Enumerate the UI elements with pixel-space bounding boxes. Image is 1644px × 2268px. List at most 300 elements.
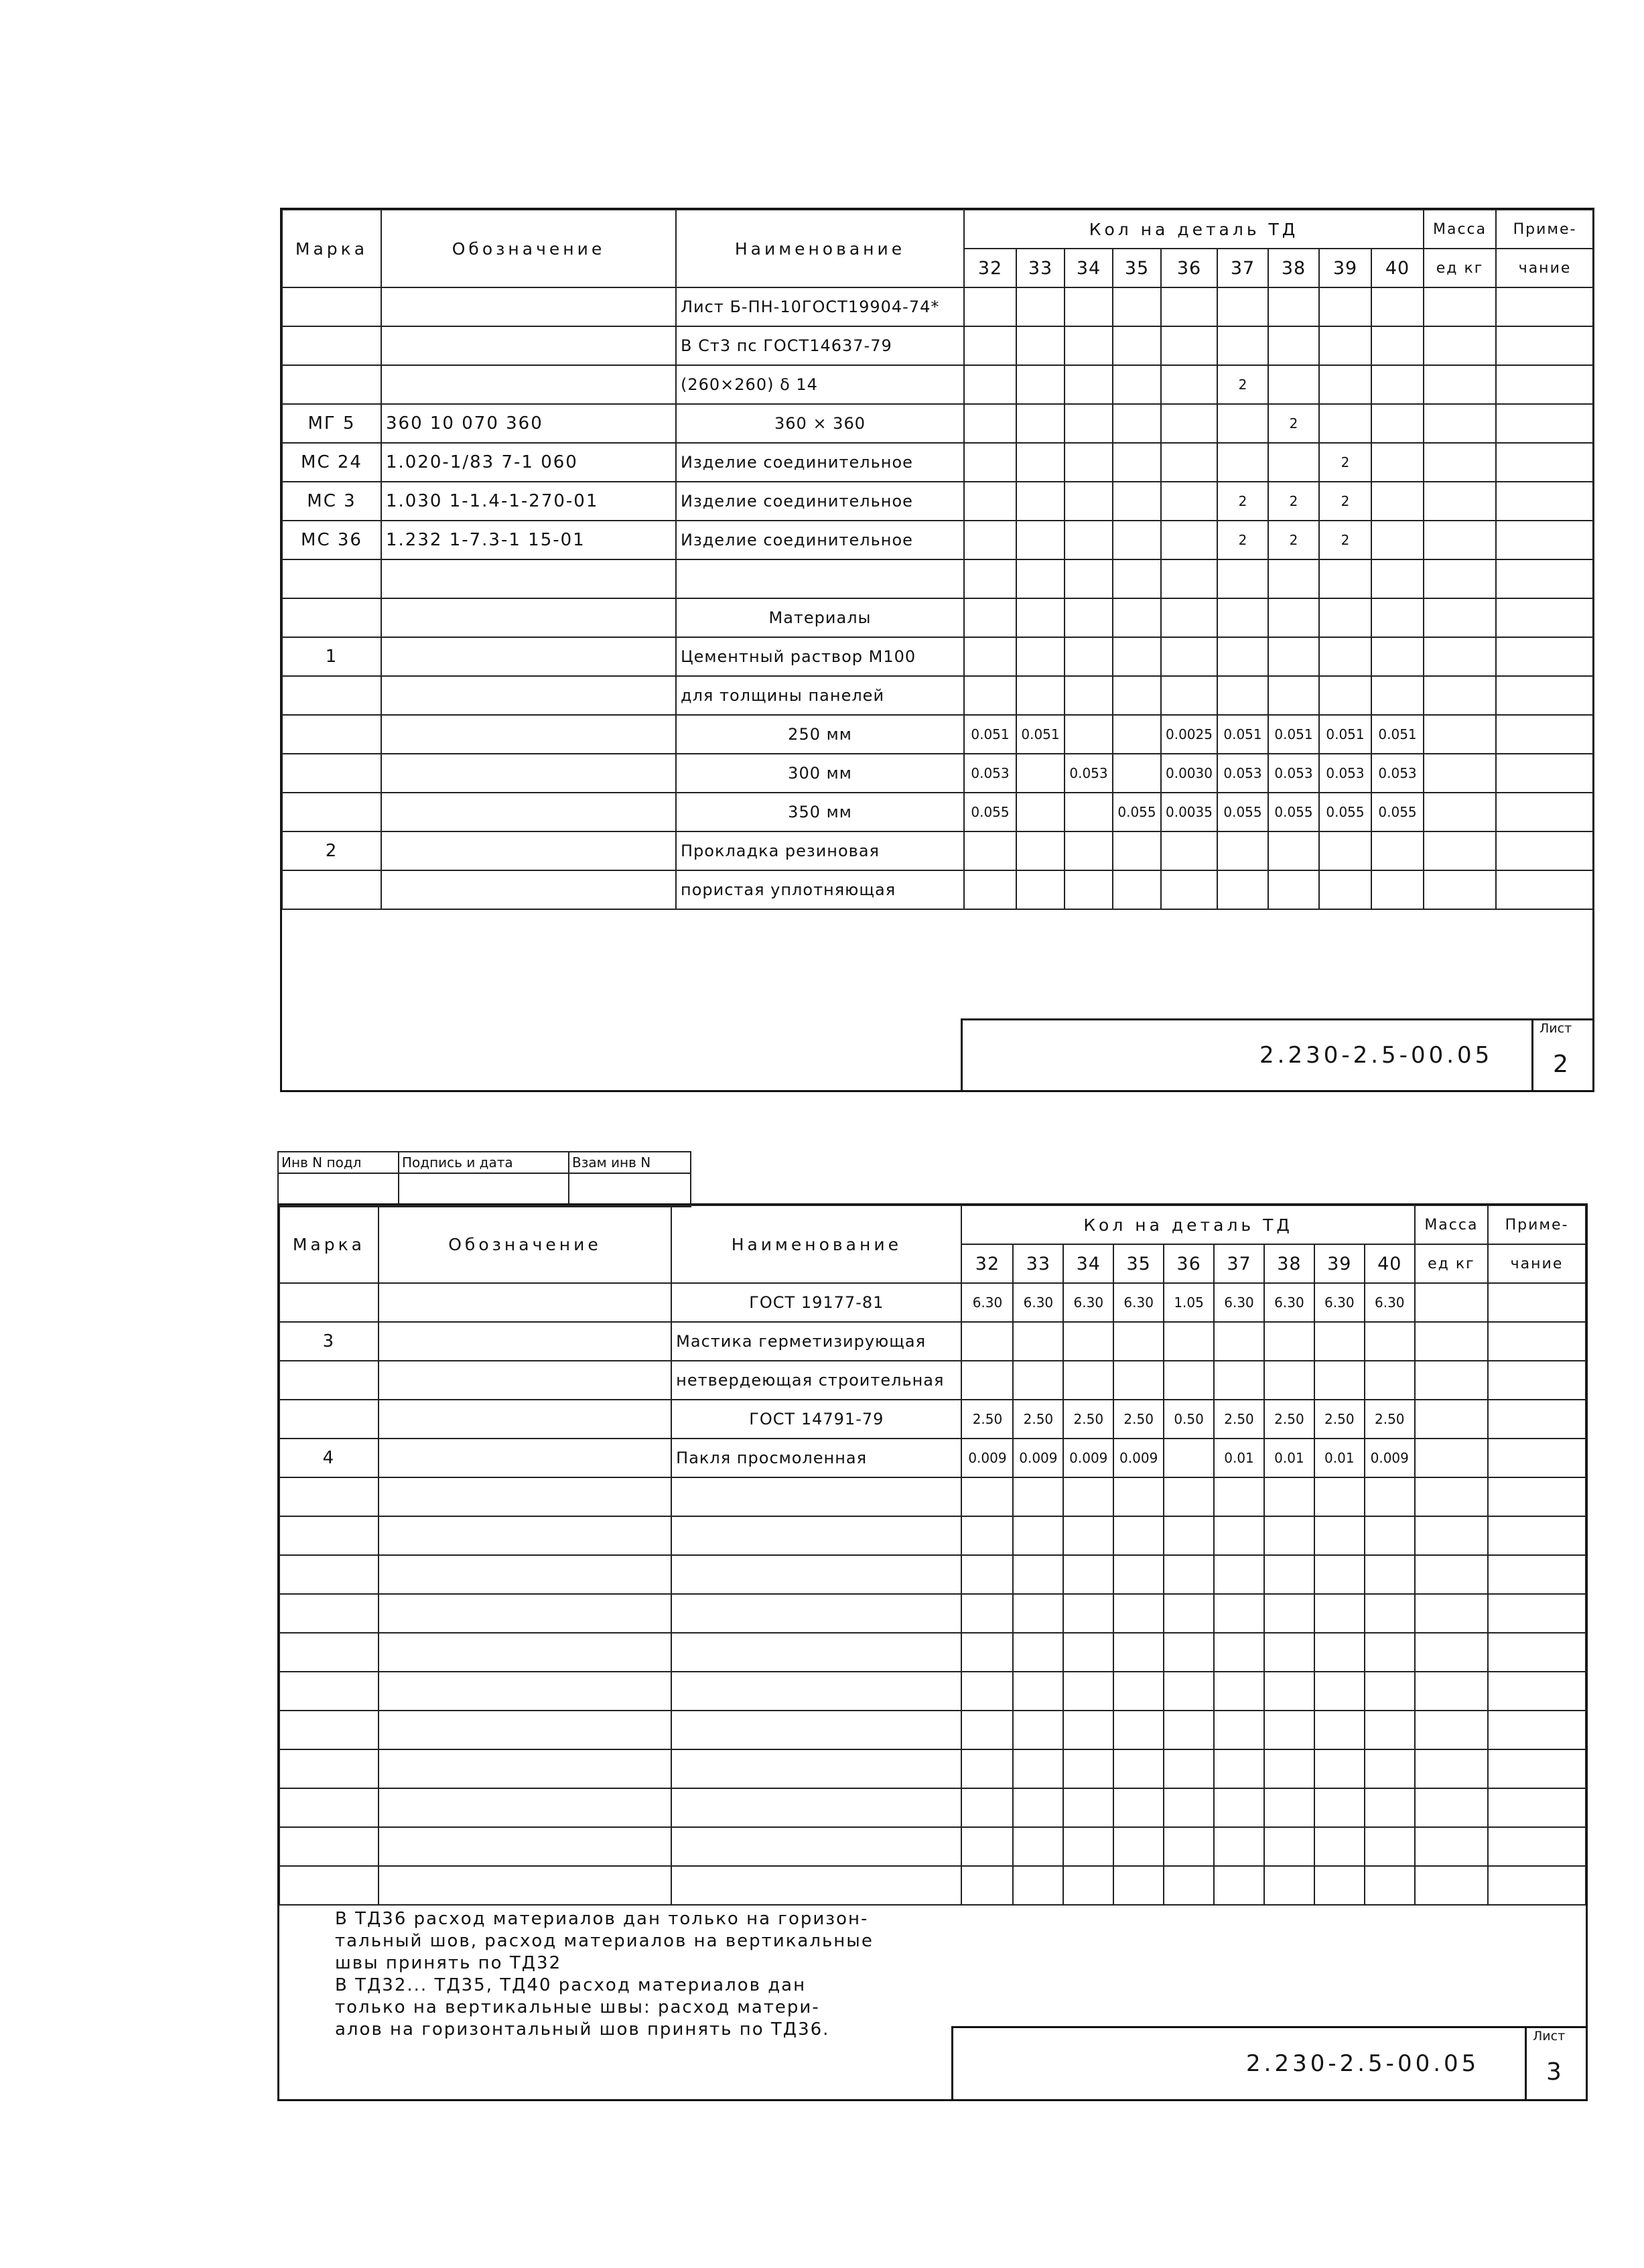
cell-qty-35: [1113, 404, 1161, 443]
cell-primechanie: [1496, 715, 1594, 754]
cell-qty-40: [1371, 831, 1424, 870]
empty-cell: [1264, 1749, 1314, 1788]
cell-qty-35: 6.30: [1113, 1283, 1164, 1322]
empty-cell: [1164, 1477, 1214, 1516]
empty-cell: [1365, 1477, 1415, 1516]
cell-qty-36: [1161, 831, 1217, 870]
empty-cell: [671, 1555, 961, 1594]
cell-qty-39: [1319, 676, 1371, 715]
empty-cell: [961, 1477, 1013, 1516]
cell-qty-40: 0.051: [1371, 715, 1424, 754]
cell-qty-35: 0.009: [1113, 1439, 1164, 1477]
empty-cell: [1164, 1672, 1214, 1711]
cell-qty-39: [1319, 831, 1371, 870]
cell-naimenovanie: Мастика герметизирующая: [671, 1322, 961, 1361]
cell-naimenovanie: пористая уплотняющая: [676, 870, 964, 909]
sheet-1-list-number: 2: [1553, 1051, 1568, 1078]
cell-primechanie: [1496, 404, 1594, 443]
cell-qty-36: [1161, 559, 1217, 598]
empty-cell: [1164, 1788, 1214, 1827]
table-row: [282, 831, 1594, 870]
cell-oboznachenie: [381, 326, 676, 365]
empty-cell: [1164, 1711, 1214, 1749]
table-row-empty: [279, 1594, 1586, 1633]
empty-cell: [1214, 1516, 1264, 1555]
cell-marka: [282, 870, 381, 909]
empty-cell: [379, 1749, 671, 1788]
cell-qty-37: 2: [1217, 482, 1268, 521]
cell-qty-38: [1268, 365, 1319, 404]
table-row: [279, 1400, 1586, 1439]
cell-qty-39: [1314, 1322, 1365, 1361]
cell-qty-37: 2.50: [1214, 1400, 1264, 1439]
cell-marka: [279, 1361, 379, 1400]
empty-cell: [279, 1788, 379, 1827]
table-row: [282, 559, 1594, 598]
cell-qty-34: 0.053: [1065, 754, 1113, 793]
empty-cell: [1314, 1477, 1365, 1516]
cell-oboznachenie: 1.232 1-7.3-1 15-01: [381, 521, 676, 559]
cell-qty-35: [1113, 326, 1161, 365]
cell-naimenovanie: Материалы: [676, 598, 964, 637]
vzam-label: Взам инв N: [569, 1152, 691, 1173]
cell-qty-34: [1065, 365, 1113, 404]
empty-cell: [1314, 1749, 1365, 1788]
empty-cell: [1063, 1516, 1113, 1555]
cell-qty-40: [1371, 637, 1424, 676]
empty-cell: [961, 1749, 1013, 1788]
empty-cell: [379, 1555, 671, 1594]
empty-cell: [1113, 1633, 1164, 1672]
table-row: [282, 521, 1594, 559]
cell-qty-39: 2: [1319, 482, 1371, 521]
empty-cell: [671, 1633, 961, 1672]
empty-cell: [1365, 1788, 1415, 1827]
cell-qty-37: 0.055: [1217, 793, 1268, 831]
header-massa-2: ед кг: [1424, 249, 1496, 287]
empty-cell: [1113, 1516, 1164, 1555]
empty-cell: [379, 1711, 671, 1749]
cell-qty-32: [964, 404, 1016, 443]
cell-qty-38: 0.053: [1268, 754, 1319, 793]
cell-qty-32: 6.30: [961, 1283, 1013, 1322]
cell-qty-38: [1268, 676, 1319, 715]
signature-block: [277, 1151, 691, 1207]
cell-qty-38: 2: [1268, 482, 1319, 521]
empty-cell: [1488, 1711, 1586, 1749]
cell-qty-38: 0.051: [1268, 715, 1319, 754]
empty-cell: [1314, 1672, 1365, 1711]
cell-naimenovanie: Прокладка резиновая: [676, 831, 964, 870]
table-row: [282, 870, 1594, 909]
cell-oboznachenie: [381, 831, 676, 870]
empty-cell: [1113, 1594, 1164, 1633]
cell-primechanie: [1496, 521, 1594, 559]
header-oboznachenie: Обозначение: [381, 210, 676, 287]
cell-marka: 2: [282, 831, 381, 870]
empty-cell: [1013, 1516, 1063, 1555]
cell-primechanie: [1488, 1439, 1586, 1477]
cell-qty-40: [1371, 482, 1424, 521]
empty-cell: [1415, 1711, 1488, 1749]
cell-primechanie: [1488, 1361, 1586, 1400]
cell-qty-37: [1217, 870, 1268, 909]
cell-qty-34: [1065, 831, 1113, 870]
cell-qty-39: [1319, 870, 1371, 909]
cell-qty-40: 0.055: [1371, 793, 1424, 831]
empty-cell: [1314, 1594, 1365, 1633]
table-row: [282, 676, 1594, 715]
cell-qty-38: [1268, 598, 1319, 637]
cell-qty-32: [964, 598, 1016, 637]
cell-primechanie: [1496, 637, 1594, 676]
cell-qty-39: 2: [1319, 443, 1371, 482]
cell-naimenovanie: 350 мм: [676, 793, 964, 831]
cell-oboznachenie: [381, 754, 676, 793]
empty-cell: [1264, 1788, 1314, 1827]
cell-marka: МС 24: [282, 443, 381, 482]
cell-massa: [1424, 521, 1496, 559]
header-massa-1: Масса: [1415, 1205, 1488, 1244]
sheet-1-document-code: 2.230-2.5-00.05: [1259, 1042, 1493, 1069]
table-row-empty: [279, 1477, 1586, 1516]
cell-primechanie: [1496, 598, 1594, 637]
cell-qty-39: 0.01: [1314, 1439, 1365, 1477]
table-row: [279, 1361, 1586, 1400]
cell-qty-36: [1164, 1361, 1214, 1400]
cell-primechanie: [1488, 1283, 1586, 1322]
cell-qty-35: [1113, 676, 1161, 715]
cell-qty-36: [1161, 637, 1217, 676]
empty-cell: [1013, 1672, 1063, 1711]
empty-cell: [1214, 1633, 1264, 1672]
note-line: швы принять по ТД32: [335, 1953, 562, 1973]
cell-qty-33: [1016, 521, 1065, 559]
cell-qty-39: [1314, 1361, 1365, 1400]
cell-qty-35: 0.055: [1113, 793, 1161, 831]
empty-cell: [1063, 1711, 1113, 1749]
cell-qty-32: 0.051: [964, 715, 1016, 754]
cell-qty-37: 2: [1217, 521, 1268, 559]
cell-qty-33: [1016, 326, 1065, 365]
cell-qty-33: [1016, 870, 1065, 909]
cell-qty-34: 0.009: [1063, 1439, 1113, 1477]
cell-qty-32: 2.50: [961, 1400, 1013, 1439]
cell-qty-36: [1161, 676, 1217, 715]
cell-marka: [282, 598, 381, 637]
cell-qty-33: [1016, 598, 1065, 637]
empty-cell: [1415, 1672, 1488, 1711]
cell-qty-37: 2: [1217, 365, 1268, 404]
cell-marka: МС 3: [282, 482, 381, 521]
empty-cell: [1063, 1555, 1113, 1594]
cell-qty-40: [1371, 598, 1424, 637]
empty-cell: [671, 1866, 961, 1905]
cell-qty-40: [1371, 365, 1424, 404]
cell-qty-32: [964, 482, 1016, 521]
cell-qty-33: [1016, 365, 1065, 404]
cell-massa: [1424, 831, 1496, 870]
cell-qty-37: [1217, 559, 1268, 598]
cell-marka: [282, 793, 381, 831]
empty-cell: [1415, 1594, 1488, 1633]
note-line: только на вертикальные швы: расход матери-: [335, 1997, 820, 2017]
header-prim-2: чание: [1496, 249, 1594, 287]
cell-marka: [282, 559, 381, 598]
empty-cell: [279, 1477, 379, 1516]
cell-qty-37: [1214, 1361, 1264, 1400]
cell-qty-35: [1113, 287, 1161, 326]
podpis-label: Подпись и дата: [399, 1152, 569, 1173]
col-33: 33: [1016, 249, 1065, 287]
table-row: [282, 754, 1594, 793]
empty-cell: [961, 1827, 1013, 1866]
empty-cell: [1113, 1672, 1164, 1711]
table-row: [282, 326, 1594, 365]
empty-cell: [671, 1672, 961, 1711]
cell-marka: МГ 5: [282, 404, 381, 443]
empty-cell: [1264, 1477, 1314, 1516]
cell-qty-39: 0.053: [1319, 754, 1371, 793]
cell-primechanie: [1496, 365, 1594, 404]
empty-cell: [1264, 1633, 1314, 1672]
empty-cell: [1365, 1633, 1415, 1672]
empty-cell: [1214, 1594, 1264, 1633]
empty-cell: [379, 1633, 671, 1672]
cell-qty-39: [1319, 598, 1371, 637]
cell-qty-33: [1013, 1322, 1063, 1361]
cell-qty-32: 0.009: [961, 1439, 1013, 1477]
note-line: В ТД32... ТД35, ТД40 расход материалов дан: [335, 1975, 807, 1995]
empty-cell: [1415, 1477, 1488, 1516]
cell-qty-35: [1113, 443, 1161, 482]
cell-qty-33: [1016, 637, 1065, 676]
cell-qty-37: [1217, 287, 1268, 326]
empty-cell: [1214, 1672, 1264, 1711]
cell-qty-32: [961, 1361, 1013, 1400]
empty-cell: [1164, 1866, 1214, 1905]
empty-cell: [1164, 1555, 1214, 1594]
cell-qty-36: 0.50: [1164, 1400, 1214, 1439]
cell-naimenovanie: ГОСТ 14791-79: [671, 1400, 961, 1439]
col-37: 37: [1217, 249, 1268, 287]
cell-massa: [1424, 676, 1496, 715]
cell-qty-33: [1016, 676, 1065, 715]
empty-cell: [1013, 1555, 1063, 1594]
cell-qty-33: 6.30: [1013, 1283, 1063, 1322]
cell-qty-37: 6.30: [1214, 1283, 1264, 1322]
empty-cell: [1264, 1827, 1314, 1866]
cell-qty-39: 0.055: [1319, 793, 1371, 831]
cell-qty-39: 2.50: [1314, 1400, 1365, 1439]
empty-cell: [1264, 1866, 1314, 1905]
cell-qty-33: 0.009: [1013, 1439, 1063, 1477]
cell-marka: [282, 715, 381, 754]
cell-qty-39: [1319, 326, 1371, 365]
empty-cell: [1314, 1555, 1365, 1594]
cell-naimenovanie: ГОСТ 19177-81: [671, 1283, 961, 1322]
header-prim-2: чание: [1488, 1244, 1586, 1283]
empty-cell: [671, 1788, 961, 1827]
cell-qty-40: [1365, 1361, 1415, 1400]
col-32: 32: [964, 249, 1016, 287]
cell-qty-36: [1161, 598, 1217, 637]
cell-qty-34: [1065, 793, 1113, 831]
cell-oboznachenie: [381, 637, 676, 676]
cell-qty-36: [1161, 521, 1217, 559]
header-naimenovanie: Наименование: [676, 210, 964, 287]
cell-oboznachenie: [381, 287, 676, 326]
cell-qty-34: [1065, 715, 1113, 754]
cell-naimenovanie: В Ст3 пс ГОСТ14637-79: [676, 326, 964, 365]
cell-marka: МС 36: [282, 521, 381, 559]
empty-cell: [1488, 1749, 1586, 1788]
cell-qty-32: [961, 1322, 1013, 1361]
empty-cell: [671, 1711, 961, 1749]
cell-qty-34: [1065, 326, 1113, 365]
cell-qty-32: 0.053: [964, 754, 1016, 793]
cell-qty-37: 0.051: [1217, 715, 1268, 754]
cell-qty-36: [1164, 1439, 1214, 1477]
cell-qty-33: [1016, 482, 1065, 521]
cell-qty-40: [1371, 326, 1424, 365]
empty-cell: [961, 1594, 1013, 1633]
cell-qty-36: [1161, 404, 1217, 443]
cell-qty-35: [1113, 870, 1161, 909]
cell-qty-34: [1065, 521, 1113, 559]
cell-oboznachenie: 1.030 1-1.4-1-270-01: [381, 482, 676, 521]
cell-massa: [1424, 715, 1496, 754]
cell-qty-38: 0.055: [1268, 793, 1319, 831]
empty-cell: [1214, 1866, 1264, 1905]
empty-cell: [1214, 1711, 1264, 1749]
cell-oboznachenie: [381, 559, 676, 598]
empty-cell: [1264, 1516, 1314, 1555]
empty-cell: [1415, 1555, 1488, 1594]
empty-cell: [1063, 1827, 1113, 1866]
empty-cell: [1063, 1788, 1113, 1827]
cell-qty-33: [1016, 443, 1065, 482]
empty-cell: [279, 1672, 379, 1711]
cell-naimenovanie: Изделие соединительное: [676, 443, 964, 482]
cell-qty-36: [1161, 443, 1217, 482]
cell-qty-38: [1264, 1361, 1314, 1400]
cell-naimenovanie: 250 мм: [676, 715, 964, 754]
cell-massa: [1424, 793, 1496, 831]
cell-qty-36: [1161, 870, 1217, 909]
cell-qty-38: [1264, 1322, 1314, 1361]
cell-qty-36: [1161, 287, 1217, 326]
col-38: 38: [1268, 249, 1319, 287]
cell-primechanie: [1496, 482, 1594, 521]
cell-qty-35: [1113, 482, 1161, 521]
cell-massa: [1424, 754, 1496, 793]
col-33: 33: [1013, 1244, 1063, 1283]
empty-cell: [961, 1555, 1013, 1594]
col-36: 36: [1161, 249, 1217, 287]
cell-qty-37: [1217, 831, 1268, 870]
table-row-empty: [279, 1827, 1586, 1866]
empty-cell: [1264, 1555, 1314, 1594]
cell-naimenovanie: нетвердеющая строительная: [671, 1361, 961, 1400]
empty-cell: [1113, 1827, 1164, 1866]
empty-cell: [1113, 1788, 1164, 1827]
cell-qty-33: [1016, 404, 1065, 443]
empty-cell: [1365, 1866, 1415, 1905]
cell-qty-35: [1113, 521, 1161, 559]
header-massa-1: Масса: [1424, 210, 1496, 249]
cell-massa: [1424, 287, 1496, 326]
cell-primechanie: [1488, 1322, 1586, 1361]
sheet-2-document-code: 2.230-2.5-00.05: [1246, 2050, 1480, 2077]
cell-qty-34: [1065, 676, 1113, 715]
table-row: [282, 365, 1594, 404]
cell-qty-39: [1319, 559, 1371, 598]
empty-cell: [1013, 1788, 1063, 1827]
cell-qty-38: 6.30: [1264, 1283, 1314, 1322]
empty-cell: [671, 1827, 961, 1866]
cell-primechanie: [1496, 793, 1594, 831]
cell-qty-37: [1217, 443, 1268, 482]
cell-qty-39: 2: [1319, 521, 1371, 559]
cell-oboznachenie: [381, 598, 676, 637]
empty-cell: [1415, 1749, 1488, 1788]
empty-cell: [1314, 1788, 1365, 1827]
cell-qty-38: [1268, 287, 1319, 326]
cell-qty-32: [964, 443, 1016, 482]
empty-cell: [1488, 1788, 1586, 1827]
cell-marka: 3: [279, 1322, 379, 1361]
table-row-empty: [279, 1749, 1586, 1788]
note-line: алов на горизонтальный шов принять по ТД36.: [335, 2019, 830, 2040]
cell-qty-39: [1319, 637, 1371, 676]
cell-qty-40: [1371, 443, 1424, 482]
cell-qty-32: [964, 521, 1016, 559]
header-marka: Марка: [282, 210, 381, 287]
table-row: [282, 715, 1594, 754]
cell-massa: [1415, 1400, 1488, 1439]
empty-cell: [671, 1749, 961, 1788]
empty-cell: [279, 1827, 379, 1866]
table-row: [282, 598, 1594, 637]
cell-qty-40: 6.30: [1365, 1283, 1415, 1322]
sheet-2-spec-table: [279, 1205, 1586, 1906]
empty-cell: [671, 1594, 961, 1633]
cell-qty-34: [1065, 637, 1113, 676]
header-kol: Кол на деталь ТД: [964, 210, 1424, 249]
empty-cell: [1164, 1633, 1214, 1672]
cell-qty-34: [1065, 404, 1113, 443]
cell-qty-40: [1371, 404, 1424, 443]
empty-cell: [1264, 1711, 1314, 1749]
empty-cell: [379, 1827, 671, 1866]
cell-marka: [282, 676, 381, 715]
cell-marka: 4: [279, 1439, 379, 1477]
cell-qty-40: [1371, 676, 1424, 715]
empty-cell: [279, 1866, 379, 1905]
table-row-empty: [279, 1711, 1586, 1749]
empty-cell: [1264, 1594, 1314, 1633]
empty-cell: [1264, 1672, 1314, 1711]
col-32: 32: [961, 1244, 1013, 1283]
empty-cell: [1314, 1827, 1365, 1866]
header-massa-2: ед кг: [1415, 1244, 1488, 1283]
cell-qty-32: [964, 287, 1016, 326]
empty-cell: [1013, 1477, 1063, 1516]
empty-cell: [279, 1594, 379, 1633]
empty-cell: [1415, 1866, 1488, 1905]
cell-qty-39: [1319, 404, 1371, 443]
